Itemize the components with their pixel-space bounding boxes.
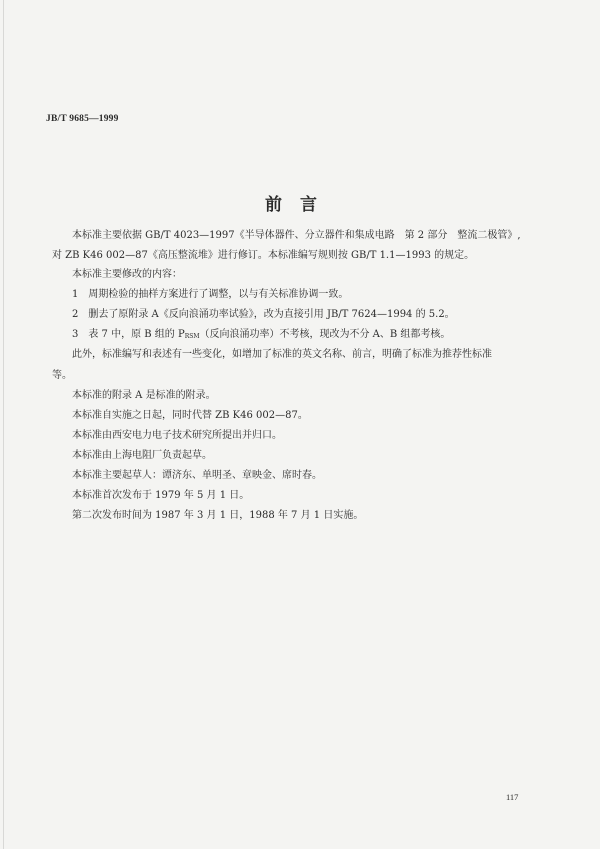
paragraph-drafted-by: 本标准由上海电阻厂负责起草。 [72,450,212,461]
page-number: 117 [506,792,519,802]
list-item-3-prefix: 3 表 7 中，原 B 组的 P [72,329,185,340]
subscript-rsm: RSM [184,333,200,340]
list-item-1: 1 周期检验的抽样方案进行了调整，以与有关标准协调一致。 [72,289,349,300]
page-title: 前言 [265,195,335,215]
paragraph-second-release: 第二次发布时间为 1987 年 3 月 1 日，1988 年 7 月 1 日实施。 [72,510,364,521]
page-edge-line [3,0,4,849]
list-item-3 [72,325,450,340]
paragraph-other-line1: 此外，标准编写和表述有一些变化，如增加了标准的英文名称、前言，明确了标准为推荐性标准 [72,349,492,360]
list-item-2: 2 删去了原附录 A《反向浪涌功率试验》，改为直接引用 JB/T 7624—1994 的 5.2。 [72,309,455,320]
paragraph-changes-heading: 本标准主要修改的内容： [72,269,182,280]
standard-code: JB/T 9685—1999 [46,114,119,124]
list-item-3-suffix: （反向浪涌功率）不考核，现改为不分 A、B 组都考核。 [199,329,451,340]
paragraph-appendix: 本标准的附录 A 是标准的附录。 [72,390,216,401]
paragraph-replaces: 本标准自实施之日起，同时代替 ZB K46 002—87。 [72,410,308,421]
paragraph-first-release: 本标准首次发布于 1979 年 5 月 1 日。 [72,490,250,501]
paragraph-proposed-by: 本标准由西安电力电子技术研究所提出并归口。 [72,430,282,441]
paragraph-basis-line1: 本标准主要依据 GB/T 4023—1997《半导体器件、分立器件和集成电路 第 2 部分 整流二极管》, [72,230,521,241]
paragraph-other-line2: 等。 [52,370,72,381]
paragraph-basis-line2: 对 ZB K46 002—87《高压整流堆》进行修订。本标准编写规则按 GB/T 1.1—1993 的规定。 [52,250,475,261]
paragraph-drafters: 本标准主要起草人：谭济东、单明圣、章映金、席时春。 [72,470,322,481]
